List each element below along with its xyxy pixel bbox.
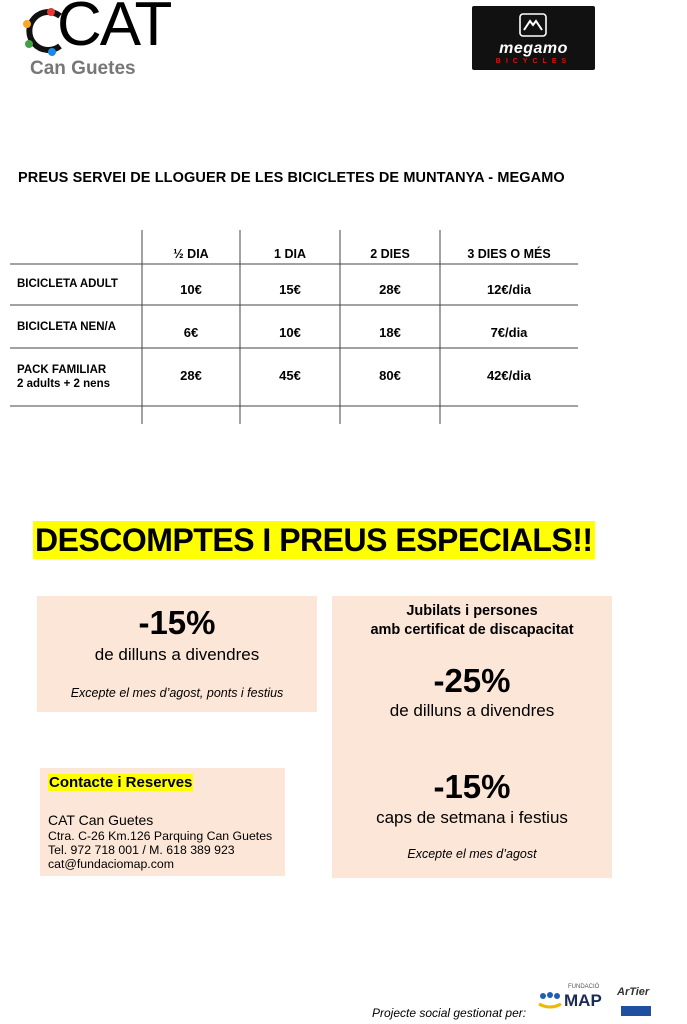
seniors-weekend-percent: -15%	[433, 768, 511, 805]
discounts-title: DESCOMPTES I PREUS ESPECIALS!!	[35, 522, 593, 558]
artier-badge	[621, 1006, 651, 1016]
megamo-brand-text: megamo	[499, 40, 568, 57]
discount-percent: -15%	[138, 604, 216, 641]
row-label: PACK FAMILIAR	[17, 364, 107, 376]
column-header: 1 DIA	[274, 247, 306, 261]
map-logo-text: MAP	[564, 991, 602, 1010]
contact-name: CAT Can Guetes	[48, 812, 154, 828]
seniors-note: Excepte el mes d’agost	[407, 847, 537, 861]
megamo-sub-text: BICYCLES	[495, 58, 572, 65]
weekday-discount-box	[37, 596, 317, 712]
contact-box	[40, 768, 285, 876]
price-table	[10, 230, 578, 424]
contact-title: Contacte i Reserves	[49, 774, 193, 791]
artier-logo	[617, 982, 653, 1018]
seniors-weekend-text: caps de setmana i festius	[376, 808, 568, 827]
contact-address: Ctra. C-26 Km.126 Parquing Can Guetes	[48, 829, 273, 843]
seniors-weekday-text: de dilluns a divendres	[389, 701, 555, 720]
megamo-logo	[472, 6, 595, 70]
seniors-discount-box	[332, 596, 612, 878]
table-cell: 28€	[180, 368, 202, 383]
table-cell: 80€	[379, 368, 401, 383]
row-label: BICICLETA ADULT	[17, 278, 118, 290]
table-cell: 18€	[379, 325, 401, 340]
map-logo-small: FUNDACIÓ	[568, 984, 600, 990]
table-cell: 45€	[279, 368, 301, 383]
megamo-mark-icon	[518, 12, 548, 38]
discount-text: de dilluns a divendres	[94, 645, 260, 664]
table-cell: 42€/dia	[486, 368, 532, 383]
seniors-heading: Jubilats i persones	[406, 603, 538, 619]
artier-logo-text: ArTier	[617, 986, 650, 998]
table-cell: 28€	[379, 282, 401, 297]
discount-note: Excepte el mes d’agost, ponts i festius	[70, 686, 284, 700]
footer-text: Projecte social gestionat per:	[372, 1006, 527, 1020]
contact-email[interactable]: cat@fundaciomap.com	[48, 857, 174, 871]
table-cell: 10€	[180, 282, 202, 297]
column-header: ½ DIA	[173, 247, 209, 261]
table-cell: 6€	[183, 325, 199, 340]
page-title: PREUS SERVEI DE LLOGUER DE LES BICICLETES DE MUNTANYA - MEGAMO	[18, 170, 565, 186]
map-figures-icon	[538, 992, 562, 1010]
seniors-weekday-percent: -25%	[433, 662, 511, 699]
table-cell: 7€/dia	[490, 325, 528, 340]
cat-logo-text: CAT	[57, 0, 171, 59]
column-header: 3 DIES O MÉS	[467, 247, 551, 261]
row-sublabel: 2 adults + 2 nens	[17, 378, 110, 390]
seniors-heading-2: amb certificat de discapacitat	[370, 622, 574, 638]
column-header: 2 DIES	[370, 247, 410, 261]
cat-logo-subtitle: Can Guetes	[30, 58, 136, 79]
table-cell: 15€	[279, 282, 301, 297]
fundacio-map-logo	[538, 984, 606, 1014]
contact-phone: Tel. 972 718 001 / M. 618 389 923	[48, 843, 235, 857]
row-label: BICICLETA NEN/A	[17, 321, 117, 333]
table-cell: 12€/dia	[486, 282, 532, 297]
table-cell: 10€	[279, 325, 301, 340]
